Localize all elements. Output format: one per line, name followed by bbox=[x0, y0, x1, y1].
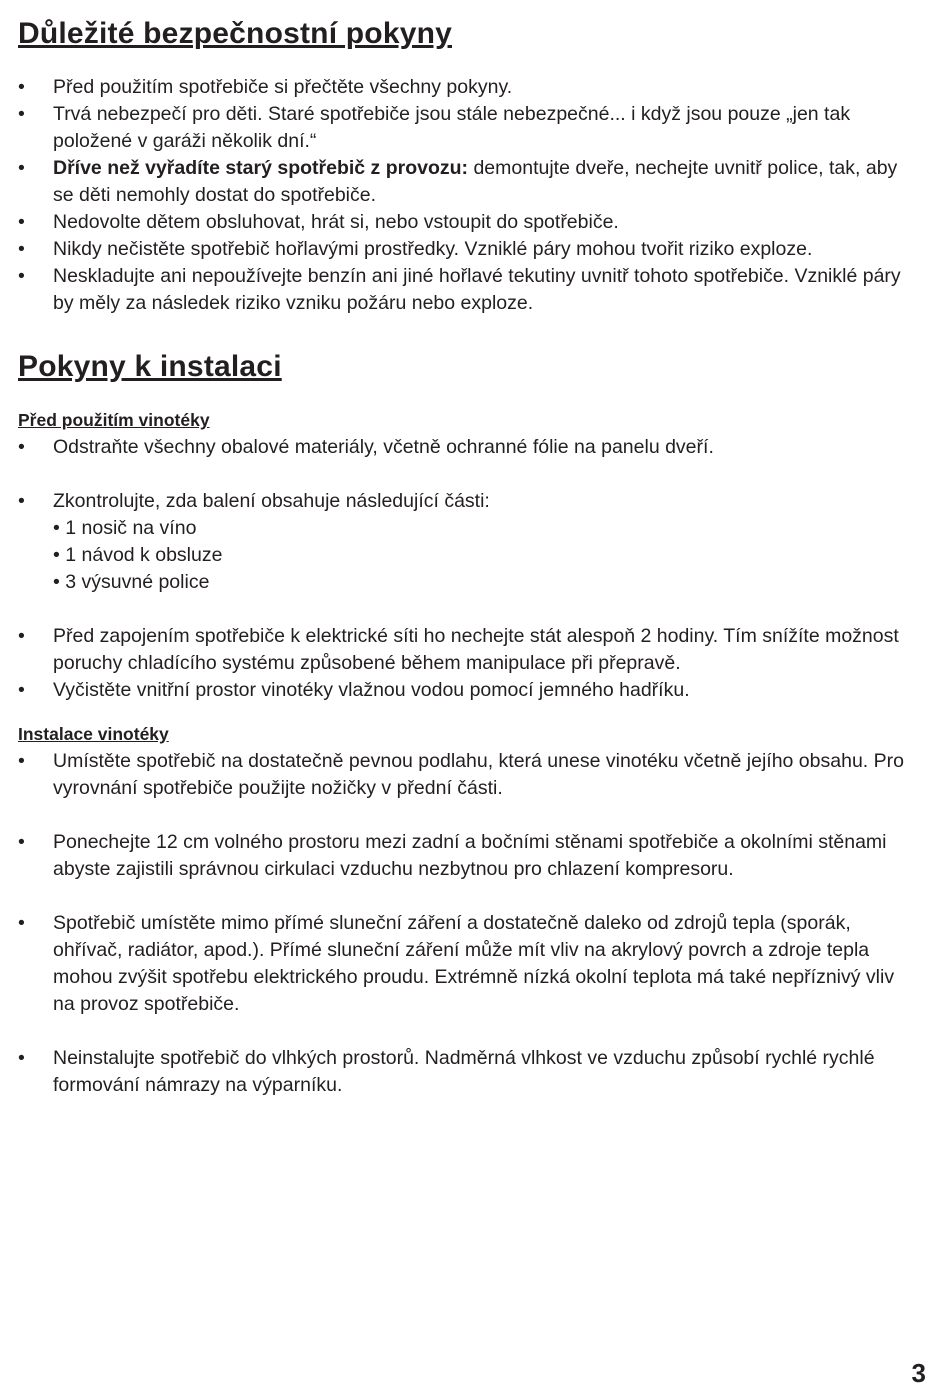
list-item-text: Odstraňte všechny obalové materiály, včetně ochranné fólie na panelu dveří. bbox=[53, 436, 714, 458]
bullet: • bbox=[18, 238, 25, 260]
list-item bbox=[18, 829, 918, 883]
document-page bbox=[18, 0, 918, 1099]
page-number: 3 bbox=[911, 1358, 926, 1388]
list-item bbox=[18, 236, 918, 263]
bullet: • bbox=[18, 625, 25, 647]
spacer bbox=[18, 596, 918, 623]
section-title-safety: Důležité bezpečnostní pokyny bbox=[18, 17, 453, 50]
list-item bbox=[18, 101, 918, 155]
spacer bbox=[18, 802, 918, 829]
bullet: • bbox=[18, 1047, 25, 1069]
list-item bbox=[18, 623, 918, 677]
bullet: • bbox=[18, 157, 25, 179]
list-item-bold-lead: Dříve než vyřadíte starý spotřebič z provozu: bbox=[53, 157, 469, 179]
list-item bbox=[18, 1045, 918, 1099]
installation-list bbox=[18, 748, 918, 1099]
list-item-text: demontujte dveře, nechejte uvnitř police, tak, aby se děti nemohly dostat do spotřebiče. bbox=[53, 157, 898, 206]
list-item-text: Ponechejte 12 cm volného prostoru mezi zadní a bočními stěnami spotřebiče a okolními stěnami abyste zajistili správnou cirkulaci vzduchu nezbytnou pro chlazení kompresoru. bbox=[53, 831, 887, 880]
spacer bbox=[18, 1018, 918, 1045]
safety-list bbox=[18, 74, 918, 317]
subsection-heading-before-use: Před použitím vinotéky bbox=[18, 410, 210, 430]
bullet: • bbox=[18, 912, 25, 934]
bullet: • bbox=[18, 76, 25, 98]
spacer bbox=[18, 883, 918, 910]
list-item-text: Spotřebič umístěte mimo přímé sluneční záření a dostatečně daleko od zdrojů tepla (sporák, ohřívač, radiátor, apod.). Přímé sluneční záření může mít vliv na akrylový povrch a zdroje tepla mohou zvýšit spotřebu elektrického proudu. Extrémně nízká okolní teplota má také nepříznivý vliv na provoz spotřebiče. bbox=[53, 912, 895, 1015]
bullet: • bbox=[18, 265, 25, 287]
list-item-text: Nikdy nečistěte spotřebič hořlavými prostředky. Vzniklé páry mohou tvořit riziko exploze. bbox=[53, 238, 813, 260]
list-item-text: Trvá nebezpečí pro děti. Staré spotřebiče jsou stále nebezpečné... i když jsou pouze „jen tak položené v garáži několik dní.“ bbox=[53, 103, 851, 152]
bullet: • bbox=[18, 103, 25, 125]
part-item: • 1 nosič na víno bbox=[53, 517, 197, 539]
section-title-installation: Pokyny k instalaci bbox=[18, 350, 282, 383]
list-item bbox=[18, 434, 918, 461]
list-item bbox=[18, 263, 918, 317]
list-item-text: Před použitím spotřebiče si přečtěte všechny pokyny. bbox=[53, 76, 513, 98]
part-item: • 3 výsuvné police bbox=[53, 571, 210, 593]
part-item: • 1 návod k obsluze bbox=[53, 544, 223, 566]
before-use-list bbox=[18, 434, 918, 704]
list-item-text: Nedovolte dětem obsluhovat, hrát si, nebo vstoupit do spotřebiče. bbox=[53, 211, 619, 233]
list-item-text: Zkontrolujte, zda balení obsahuje následující části: bbox=[53, 490, 490, 512]
bullet: • bbox=[18, 750, 25, 772]
list-item-text: Neskladujte ani nepoužívejte benzín ani jiné hořlavé tekutiny uvnitř tohoto spotřebiče. Vzniklé páry by měly za následek riziko vzniku požáru nebo exploze. bbox=[53, 265, 901, 314]
list-item-text: Neinstalujte spotřebič do vlhkých prostorů. Nadměrná vlhkost ve vzduchu způsobí rychlé rychlé formování námrazy na výparníku. bbox=[53, 1047, 875, 1096]
spacer bbox=[18, 461, 918, 488]
subsection-heading-installation: Instalace vinotéky bbox=[18, 724, 169, 744]
list-item bbox=[18, 910, 918, 1018]
bullet: • bbox=[18, 679, 25, 701]
list-item-text: Umístěte spotřebič na dostatečně pevnou podlahu, která unese vinotéku včetně jejího obsahu. Pro vyrovnání spotřebiče použijte nožičky v přední části. bbox=[53, 750, 904, 799]
list-item-text: Před zapojením spotřebiče k elektrické síti ho nechejte stát alespoň 2 hodiny. Tím snížíte možnost poruchy chladícího systému způsobené během manipulace při přepravě. bbox=[53, 625, 899, 674]
list-item-text: Vyčistěte vnitřní prostor vinotéky vlažnou vodou pomocí jemného hadříku. bbox=[53, 679, 690, 701]
bullet: • bbox=[18, 490, 25, 512]
list-item bbox=[18, 74, 918, 101]
list-item bbox=[18, 488, 918, 596]
bullet: • bbox=[18, 211, 25, 233]
list-item bbox=[18, 209, 918, 236]
list-item bbox=[18, 677, 918, 704]
list-item bbox=[18, 748, 918, 802]
list-item bbox=[18, 155, 918, 209]
bullet: • bbox=[18, 436, 25, 458]
bullet: • bbox=[18, 831, 25, 853]
